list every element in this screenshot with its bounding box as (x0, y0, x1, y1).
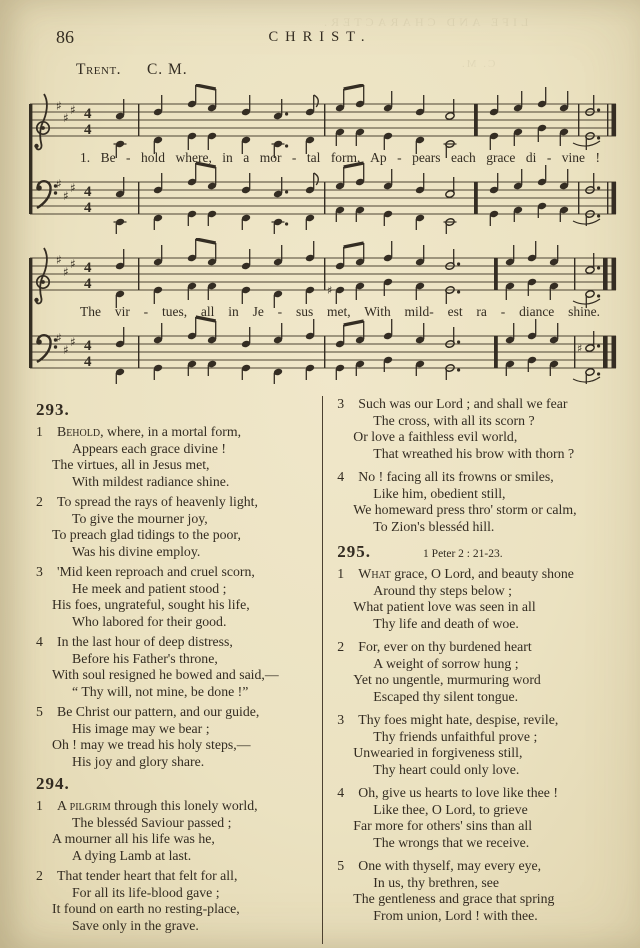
verse-number: 3 (337, 396, 345, 411)
verse-lead-word: A pilgrim (57, 798, 111, 813)
sharp-sign: ♯ (56, 99, 62, 113)
sharp-sign: ♯ (70, 335, 76, 349)
verse-text: No ! facing all its frowns or smiles, (358, 469, 554, 484)
verse-line (337, 396, 620, 413)
tune-meter: C. M. (146, 61, 188, 78)
verse-line (36, 494, 322, 511)
sharp-sign: ♯ (70, 181, 76, 195)
verse-line (337, 469, 620, 486)
verse-line (36, 798, 322, 815)
verse-line (36, 704, 322, 721)
sharp-sign: ♯ (56, 177, 62, 191)
verse-line: That wreathed his brow with thorn ? (373, 445, 575, 461)
verse-number: 1 (36, 424, 43, 439)
verse-text: Oh, give us hearts to love like thee ! (358, 785, 558, 800)
hymn-heading (337, 542, 620, 562)
hymn-number: 293. (36, 400, 70, 419)
time-signature: 4 (84, 338, 92, 354)
hymn-verse (36, 494, 322, 560)
hymn-verse (337, 712, 620, 778)
time-signature: 4 (84, 354, 92, 370)
verse-text: To spread the rays of heavenly light, (57, 494, 258, 509)
tune-name: Trent. (76, 61, 122, 78)
verse-line: His joy and glory share. (72, 753, 205, 769)
verse-line: Appears each grace divine ! (72, 440, 226, 456)
scripture-reference: 1 Peter 2 : 21-23. (423, 548, 503, 560)
verse-lead-word: What (358, 566, 391, 581)
verse-line: The virtues, all in Jesus met, (52, 457, 210, 472)
time-signature: 4 (84, 276, 92, 292)
verse-line: Far more for others' sins than all (353, 818, 533, 833)
verse-number: 3 (36, 564, 43, 579)
verse-number: 5 (36, 704, 43, 719)
hymn-verse (36, 798, 322, 864)
verse-line: For all its life-blood gave ; (72, 884, 220, 900)
verse-line (337, 566, 620, 583)
verse-line: His image may we bear ; (72, 720, 210, 736)
verse-line: To give the mourner joy, (72, 510, 208, 526)
verse-line (36, 424, 322, 441)
hymn-verse (36, 704, 322, 770)
hymn-number: 295. (337, 542, 372, 561)
verse-line: Thy heart could only love. (373, 761, 520, 777)
verse-line: Escaped thy silent tongue. (373, 688, 519, 704)
running-title: CHRIST. (268, 29, 372, 45)
verse-number: 4 (36, 634, 43, 649)
verse-number: 3 (337, 712, 345, 727)
verse-text: 'Mid keen reproach and cruel scorn, (57, 564, 255, 579)
verse-line: With mildest radiance shine. (72, 473, 230, 489)
time-signature: 4 (84, 106, 92, 122)
verse-number: 2 (36, 868, 43, 883)
sharp-sign: ♯ (63, 343, 69, 357)
verse-number: 5 (337, 858, 345, 873)
sharp-sign: ♯ (70, 257, 76, 271)
verse-number: 1 (337, 566, 345, 581)
verse-number: 2 (36, 494, 43, 509)
verse-text: One with thyself, may every eye, (358, 858, 542, 873)
hymn-verse (337, 396, 620, 462)
verse-line: The wrongs that we receive. (373, 834, 530, 850)
sharp-sign: ♯ (56, 253, 62, 267)
verse-line: To Zion's blesséd hill. (373, 518, 495, 534)
verse-line: Yet no ungentle, murmuring word (353, 672, 541, 687)
verse-line: From union, Lord ! with thee. (373, 907, 538, 923)
bleed-through-text: LIFE AND CHARACTER. (320, 15, 529, 29)
time-signature: 4 (84, 260, 92, 276)
hymn-verse (337, 639, 620, 705)
verse-line (36, 868, 322, 885)
verse-line: A dying Lamb at last. (72, 847, 192, 863)
svg-text:♯: ♯ (327, 284, 333, 297)
sharp-sign: ♯ (63, 111, 69, 125)
hymn-verse (337, 858, 620, 924)
verse-line: Around thy steps below ; (373, 582, 513, 598)
bass-clef (37, 335, 51, 362)
sharp-sign: ♯ (63, 265, 69, 279)
verse-line: In us, thy brethren, see (373, 874, 499, 890)
hymn-verse (36, 424, 322, 490)
sharp-sign: ♯ (70, 103, 76, 117)
verse-line: Oh ! may we tread his holy steps,— (52, 737, 251, 752)
verse-line: What patient love was seen in all (353, 599, 536, 614)
verse-line: He meek and patient stood ; (72, 580, 227, 596)
verse-line: The gentleness and grace that spring (353, 891, 555, 906)
verse-line: Was his divine employ. (72, 543, 201, 559)
verse-line (337, 858, 620, 875)
music-system-2 (26, 238, 620, 390)
hymn-text-area (36, 396, 620, 944)
right-column (329, 396, 620, 944)
verse-line: His foes, ungrateful, sought his life, (52, 597, 250, 612)
verse-line: Save only in the grave. (72, 917, 199, 933)
verse-line (337, 639, 620, 656)
verse-line: Before his Father's throne, (72, 650, 218, 666)
lyrics-line-2: The vir - tues, all in Je - sus met, With mild- est ra - diance shine. (80, 304, 600, 319)
hymn-verse (337, 785, 620, 851)
hymn-number: 294. (36, 774, 70, 793)
verse-line: The blesséd Saviour passed ; (72, 814, 232, 830)
time-signature: 4 (84, 122, 92, 138)
hymn-verse (36, 868, 322, 934)
verse-text: Be Christ our pattern, and our guide, (57, 704, 260, 719)
sharp-sign: ♯ (56, 331, 62, 345)
system-bar (29, 104, 32, 214)
tune-title-line (76, 61, 188, 79)
verse-text: Thy foes might hate, despise, revile, (358, 712, 559, 727)
page-number: 86 (56, 27, 74, 47)
verse-line (337, 712, 620, 729)
verse-line: Thy life and death of woe. (373, 615, 519, 631)
verse-text: , where, in a mortal form, (100, 424, 242, 439)
verse-line: With soul resigned he bowed and said,— (52, 667, 279, 682)
left-column (36, 396, 322, 944)
verse-line: Who labored for their good. (72, 613, 227, 629)
verse-text: In the last hour of deep distress, (57, 634, 233, 649)
verse-text: grace, O Lord, and beauty shone (390, 566, 574, 581)
verse-line: Like him, obedient still, (373, 485, 506, 501)
hymn-heading (36, 400, 322, 420)
column-divider (322, 396, 323, 944)
verse-number: 4 (337, 785, 345, 800)
svg-text:♯: ♯ (577, 342, 583, 355)
bass-clef (37, 181, 51, 208)
verse-number: 4 (337, 469, 345, 484)
verse-number: 2 (337, 639, 345, 654)
verse-text: Such was our Lord ; and shall we fear (358, 396, 568, 411)
verse-line: A weight of sorrow hung ; (373, 655, 519, 671)
hymn-verse (337, 566, 620, 632)
verse-line: Or love a faithless evil world, (353, 429, 518, 444)
music-system-1 (26, 84, 620, 236)
verse-line: The cross, with all its scorn ? (373, 412, 535, 428)
verse-line: It found on earth no resting-place, (52, 901, 240, 916)
verse-line: Unwearied in forgiveness still, (353, 745, 523, 760)
verse-text: That tender heart that felt for all, (57, 868, 238, 883)
verse-number: 1 (36, 798, 43, 813)
verse-line: Thy friends unfaithful prove ; (373, 728, 538, 744)
verse-line: A mourner all his life was he, (52, 831, 215, 846)
verse-line (337, 785, 620, 802)
verse-text: through this lonely world, (110, 798, 258, 813)
verse-line (36, 564, 322, 581)
verse-line: To preach glad tidings to the poor, (52, 527, 241, 542)
lyrics-line-1: 1. Be - hold where, in a mor - tal form, Ap - pears each grace di - vine ! (80, 150, 600, 165)
hymn-heading (36, 774, 322, 794)
hymn-verse (36, 634, 322, 700)
hymn-verse (36, 564, 322, 630)
sharp-sign: ♯ (63, 189, 69, 203)
verse-text: For, ever on thy burdened heart (358, 639, 532, 654)
time-signature: 4 (84, 184, 92, 200)
verse-line (36, 634, 322, 651)
bleed-through-text: C. M. (460, 58, 496, 70)
time-signature: 4 (84, 200, 92, 216)
verse-line: “ Thy will, not mine, be done !” (72, 683, 249, 699)
verse-lead-word: Behold (57, 424, 101, 439)
verse-line: We homeward press thro' storm or calm, (353, 502, 577, 517)
system-bar (29, 258, 32, 368)
verse-line: Like thee, O Lord, to grieve (373, 801, 528, 817)
hymn-verse (337, 469, 620, 535)
